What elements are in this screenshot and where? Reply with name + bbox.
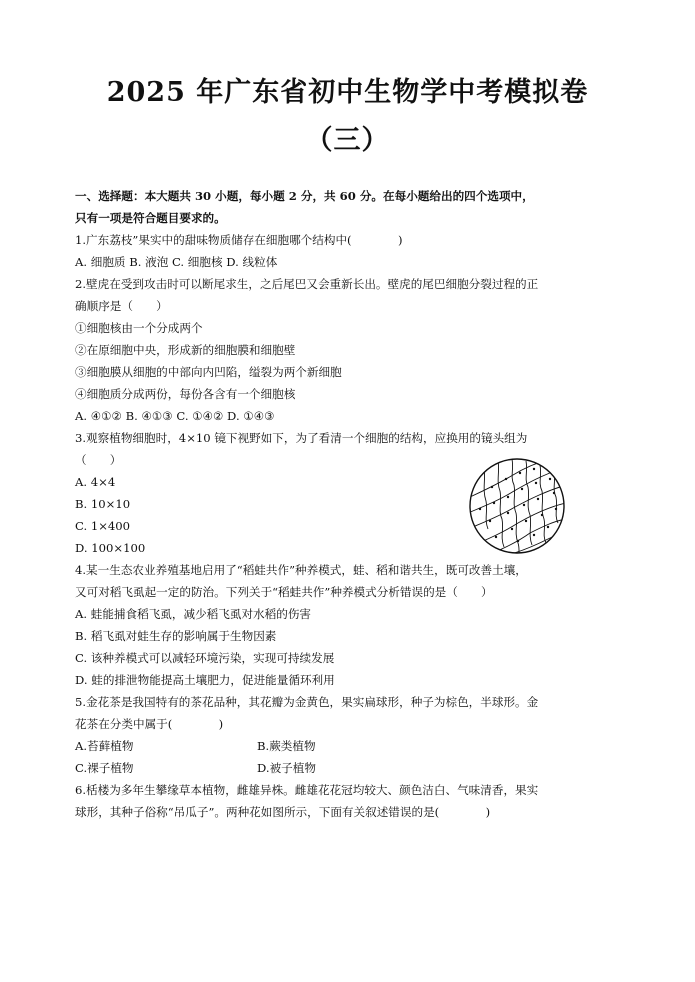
question-3-stem-line1: 3.观察植物细胞时，4×10 镜下视野如下，为了看清一个细胞的结构，应换用的镜头组为 (75, 431, 528, 445)
microscope-field-of-view-image (468, 457, 566, 555)
question-2-options: A. ④①② B. ④①③ C. ①④② D. ①④③ (75, 409, 275, 423)
question-2-statement-3: ③细胞膜从细胞的中部向内凹陷，缢裂为两个新细胞 (75, 365, 342, 379)
question-2-statement-1: ①细胞核由一个分成两个 (75, 321, 203, 335)
question-2-statement-4: ④细胞质分成两份，每份各含有一个细胞核 (75, 387, 296, 401)
question-5-option-d: D.被子植物 (257, 761, 316, 775)
section-instructions-line1: 一、选择题：本大题共 30 小题，每小题 2 分，共 60 分。在每小题给出的四个选项中， (75, 189, 534, 203)
section-instructions-line2: 只有一项是符合题目要求的。 (75, 211, 226, 225)
question-1-options: A. 细胞质 B. 液泡 C. 细胞核 D. 线粒体 (75, 255, 278, 269)
question-5-option-b: B.蕨类植物 (257, 739, 316, 753)
question-2-stem-line1: 2.壁虎在受到攻击时可以断尾求生，之后尾巴又会重新长出。壁虎的尾巴细胞分裂过程的正 (75, 277, 539, 291)
page-subtitle: （三） (305, 125, 390, 156)
question-6-stem-line1: 6.栝楼为多年生攀缘草本植物，雌雄异株。雌雄花花冠均较大、颜色洁白、气味清香，果实 (75, 783, 539, 797)
question-3-option-a: A. 4×4 (75, 475, 116, 489)
question-2-statement-2: ②在原细胞中央，形成新的细胞膜和细胞壁 (75, 343, 296, 357)
question-4-stem-line1: 4.某一生态农业养殖基地启用了“稻蛙共作”种养模式，蛙、稻和谐共生，既可改善土壤， (75, 563, 527, 577)
question-2-stem-line2: 确顺序是（ ） (75, 299, 168, 313)
question-3-option-d: D. 100×100 (75, 541, 146, 555)
question-4-option-d: D. 蛙的排泄物能提高土壤肥力，促进能量循环利用 (75, 673, 335, 687)
question-5-option-c: C.裸子植物 (75, 761, 134, 775)
question-5-stem-line1: 5.金花茶是我国特有的茶花品种，其花瓣为金黄色，果实扁球形，种子为棕色，半球形。金 (75, 695, 539, 709)
question-5-stem-line2: 花茶在分类中属于( ) (75, 717, 224, 731)
question-4-option-b: B. 稻飞虱对蛙生存的影响属于生物因素 (75, 629, 277, 643)
question-6-stem-line2: 球形，其种子俗称“吊瓜子”。两种花如图所示，下面有关叙述错误的是( ) (75, 805, 491, 819)
question-4-option-a: A. 蛙能捕食稻飞虱，减少稻飞虱对水稻的伤害 (75, 607, 312, 621)
question-4-stem-line2: 又可对稻飞虱起一定的防治。下列关于“稻蛙共作”种养模式分析错误的是（ ） (75, 585, 493, 599)
question-4-option-c: C. 该种养模式可以减轻环境污染，实现可持续发展 (75, 651, 335, 665)
question-1-stem: 1.广东荔枝”果实中的甜味物质储存在细胞哪个结构中( ) (75, 233, 403, 247)
question-3-option-c: C. 1×400 (75, 519, 131, 533)
question-5-option-a: A.苔藓植物 (75, 739, 134, 753)
page-title: 2025 年广东省初中生物学中考模拟卷 (106, 77, 589, 108)
question-3-option-b: B. 10×10 (75, 497, 131, 511)
question-3-stem-line2: （ ） (75, 453, 122, 467)
